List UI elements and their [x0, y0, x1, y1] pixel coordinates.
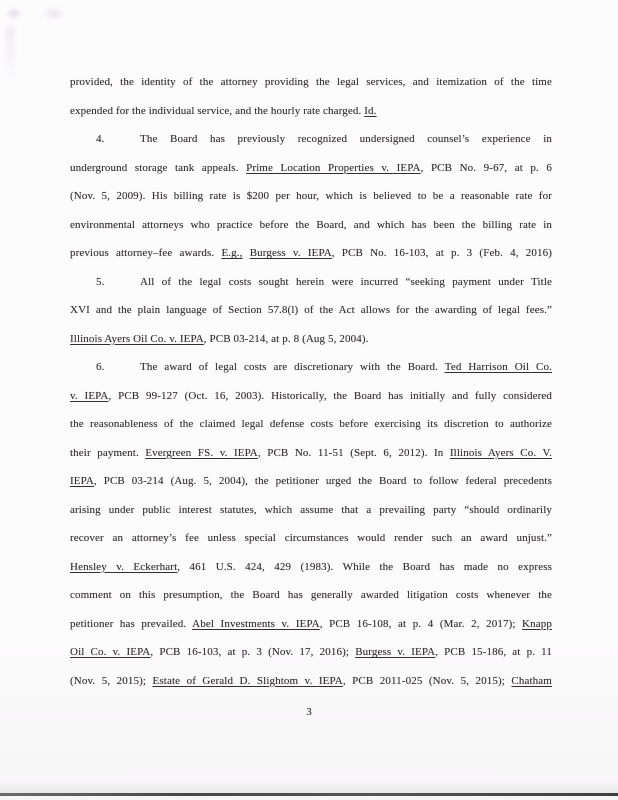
body-text: , 461 U.S. 424, 429 (1983). While the Board has made no express: [177, 560, 552, 573]
body-text: (Nov. 5, 2009). His billing rate is $200 per hour, which is believed to be a reasonable rate for: [70, 190, 552, 202]
citation-text: v. IEPA: [70, 389, 109, 402]
citation-text: Id.: [364, 104, 377, 117]
text-line: [70, 581, 552, 610]
citation-text: Estate of Gerald D. Slightom v. IEPA: [152, 674, 343, 687]
citation-text: Burgess v. IEPA: [249, 247, 332, 259]
body-text: , PCB 16-108, at p. 4 (Mar. 2, 2017);: [319, 617, 523, 630]
citation-text: Burgess v. IEPA: [355, 646, 436, 658]
citation-text: Evergreen FS. v. IEPA: [145, 446, 258, 459]
text-line: [70, 382, 552, 411]
scan-bottom-edge: [0, 793, 618, 796]
body-text: recover an attorney’s fee unless special circumstances would render such an award unjust.”: [70, 532, 552, 544]
citation-text: Chatham: [511, 674, 552, 687]
citation-text: Hensley v. Eckerhart: [70, 560, 178, 573]
body-text: the reasonableness of the claimed legal defense costs before exercising its discretion to authorize: [70, 418, 552, 430]
text-line: [70, 410, 552, 439]
citation-text: Knapp: [522, 617, 552, 630]
text-line: [70, 638, 552, 667]
citation-text: Ted Harrison Oil Co.: [444, 361, 552, 373]
body-text: , PCB 03-214, at p. 8 (Aug 5, 2004).: [203, 332, 369, 345]
body-text: environmental attorneys who practice before the Board, and which has been the billing rate in: [70, 218, 552, 231]
body-text: , PCB 03-214 (Aug. 5, 2004), the petitioner urged the Board to follow federal precedents: [93, 475, 552, 487]
body-text: All of the legal costs sought herein were incurred “seeking payment under Title: [140, 275, 552, 288]
text-line: [70, 125, 552, 154]
body-text: , PCB 2011-025 (Nov. 5, 2015);: [342, 674, 512, 687]
text-line: [70, 553, 552, 582]
paragraph-number: 4.: [96, 133, 105, 145]
text-line: [70, 467, 552, 496]
citation-text: Abel Investments v. IEPA: [192, 617, 320, 630]
citation-text: Illinois Ayers Oil Co. v. IEPA: [70, 332, 204, 345]
paragraph-number: 5.: [96, 275, 105, 288]
paragraph-number: 6.: [96, 361, 105, 373]
body-text: XVI and the plain language of Section 57.8(l) of the Act allows for the awarding of legal fees.”: [70, 304, 552, 316]
body-text: expended for the individual service, and the hourly rate charged.: [70, 104, 365, 117]
text-line: [70, 296, 552, 325]
text-line: [70, 268, 552, 297]
text-line: [70, 182, 552, 211]
scan-artifact-smudge: [5, 7, 23, 20]
citation-text: Oil Co. v. IEPA: [70, 646, 151, 658]
body-text: , PCB No. 11-51 (Sept. 6, 2012). In: [257, 446, 450, 459]
body-text: their payment.: [70, 446, 146, 459]
body-text: comment on this presumption, the Board has generally awarded litigation costs whenever the: [70, 589, 552, 601]
body-text: (Nov. 5, 2015);: [70, 674, 153, 687]
body-text: , PCB 99-127 (Oct. 16, 2003). Historically, the Board has initially and fully considered: [108, 389, 552, 402]
text-block: [70, 68, 552, 695]
body-text: petitioner has prevailed.: [70, 617, 193, 630]
scan-bottom-shade: [0, 781, 618, 793]
text-line: [70, 610, 552, 639]
scan-artifact-streak: [6, 26, 15, 84]
text-line: [70, 97, 552, 126]
text-line: [70, 239, 552, 268]
text-line: [70, 211, 552, 240]
body-text: , PCB 16-103, at p. 3 (Nov. 17, 2016);: [150, 646, 356, 658]
text-line: [70, 496, 552, 525]
body-text: [243, 247, 250, 259]
body-text: underground storage tank appeals.: [70, 161, 247, 174]
text-line: [70, 353, 552, 382]
body-text: The Board has previously recognized undersigned counsel’s experience in: [140, 133, 552, 145]
citation-text: Illinois Ayers Co. V.: [449, 446, 552, 459]
text-line: [70, 154, 552, 183]
body-text: , PCB 15-186, at p. 11: [435, 646, 553, 658]
body-text: , PCB No. 16-103, at p. 3 (Feb. 4, 2016): [331, 247, 553, 259]
text-line: [70, 68, 552, 97]
body-text: arising under public interest statutes, which assume that a prevailing party “should ordinarily: [70, 503, 552, 516]
citation-text: Prime Location Properties v. IEPA: [246, 161, 421, 174]
citation-text: IEPA: [70, 475, 94, 487]
citation-text: E.g.,: [221, 247, 243, 259]
text-line: [70, 524, 552, 553]
text-line: [70, 667, 552, 696]
body-text: , PCB No. 9-67, at p. 6: [420, 161, 552, 174]
body-text: previous attorney–fee awards.: [70, 247, 222, 259]
body-text: The award of legal costs are discretionary with the Board.: [140, 361, 445, 373]
page-number: 3: [306, 706, 312, 718]
text-line: [70, 325, 552, 354]
scan-artifact-smudge: [42, 6, 66, 21]
text-line: [70, 439, 552, 468]
body-text: provided, the identity of the attorney providing the legal services, and itemization of the time: [70, 76, 552, 88]
